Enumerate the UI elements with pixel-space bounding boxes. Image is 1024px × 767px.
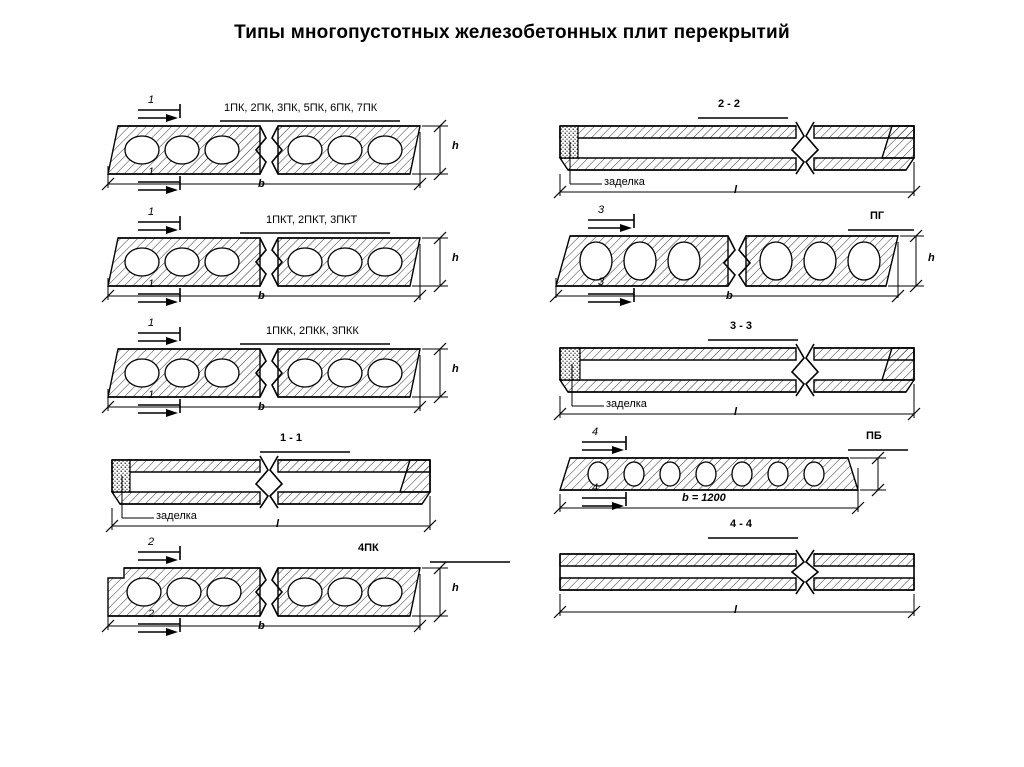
mark-4-bottom: 4	[592, 482, 599, 494]
page-title: Типы многопустотных железобетонных плит перекрытий	[234, 22, 790, 43]
figure-section-4-4	[548, 516, 948, 616]
dim-b-1pk: b	[258, 178, 265, 190]
figure-4pk-drawing	[100, 540, 500, 640]
caption-1pkt: 1ПКТ, 2ПКТ, 3ПКТ	[266, 214, 358, 226]
dim-b-pg: b	[726, 290, 733, 302]
figure-section-2-2	[548, 96, 948, 196]
section-4-4-drawing	[548, 516, 948, 616]
dim-l-1: l	[276, 518, 280, 530]
mark-1-top-3: 1	[148, 317, 155, 329]
figure-section-1-1	[100, 430, 500, 530]
mark-4-top: 4	[592, 426, 599, 438]
figure-pg	[548, 204, 948, 308]
mark-2-bottom: 2	[148, 608, 155, 620]
dim-h-4pk: h	[452, 582, 459, 594]
dim-h-1pkk: h	[452, 363, 459, 375]
dim-l-3: l	[734, 406, 738, 418]
caption-section-3-3: 3 - 3	[730, 320, 753, 332]
caption-section-4-4: 4 - 4	[730, 518, 753, 530]
caption-pg: ПГ	[870, 210, 885, 222]
figure-1pk-series	[100, 96, 500, 196]
mark-1-top-2: 1	[148, 206, 155, 218]
dim-h-pg: h	[928, 252, 935, 264]
figure-section-3-3	[548, 318, 948, 418]
figure-pb-drawing	[548, 428, 948, 518]
dim-b-4pk: b	[258, 620, 265, 632]
figure-1pkt-series	[100, 208, 500, 308]
figure-pg-drawing	[548, 208, 948, 308]
mark-1-bottom-2: 1	[148, 278, 155, 290]
caption-1pkk: 1ПКК, 2ПКК, 3ПКК	[266, 325, 359, 337]
figure-1pkk-series	[100, 319, 500, 419]
dim-b-1pkk: b	[258, 401, 265, 413]
callout-zadelka-3: заделка	[606, 398, 647, 410]
dim-b-pb: b = 1200	[682, 492, 726, 504]
mark-1-bottom: 1	[148, 166, 155, 178]
dim-h-1pk: h	[452, 140, 459, 152]
dim-h-1pkt: h	[452, 252, 459, 264]
dim-b-1pkt: b	[258, 290, 265, 302]
callout-zadelka-2: заделка	[604, 176, 645, 188]
dim-l-2: l	[734, 184, 738, 196]
caption-section-1-1: 1 - 1	[280, 432, 303, 444]
caption-pb: ПБ	[866, 430, 882, 442]
callout-zadelka-1: заделка	[156, 510, 197, 522]
figure-4pk	[100, 536, 500, 640]
caption-section-2-2: 2 - 2	[718, 98, 741, 110]
mark-1-top: 1	[148, 94, 155, 106]
mark-2-top: 2	[148, 536, 155, 548]
mark-3-bottom: 3	[598, 276, 605, 288]
caption-4pk: 4ПК	[358, 542, 379, 554]
figure-pb	[548, 428, 948, 518]
dim-l-4: l	[734, 604, 738, 616]
mark-3-top: 3	[598, 204, 605, 216]
mark-1-bottom-3: 1	[148, 389, 155, 401]
caption-1pk: 1ПК, 2ПК, 3ПК, 5ПК, 6ПК, 7ПК	[224, 102, 378, 114]
